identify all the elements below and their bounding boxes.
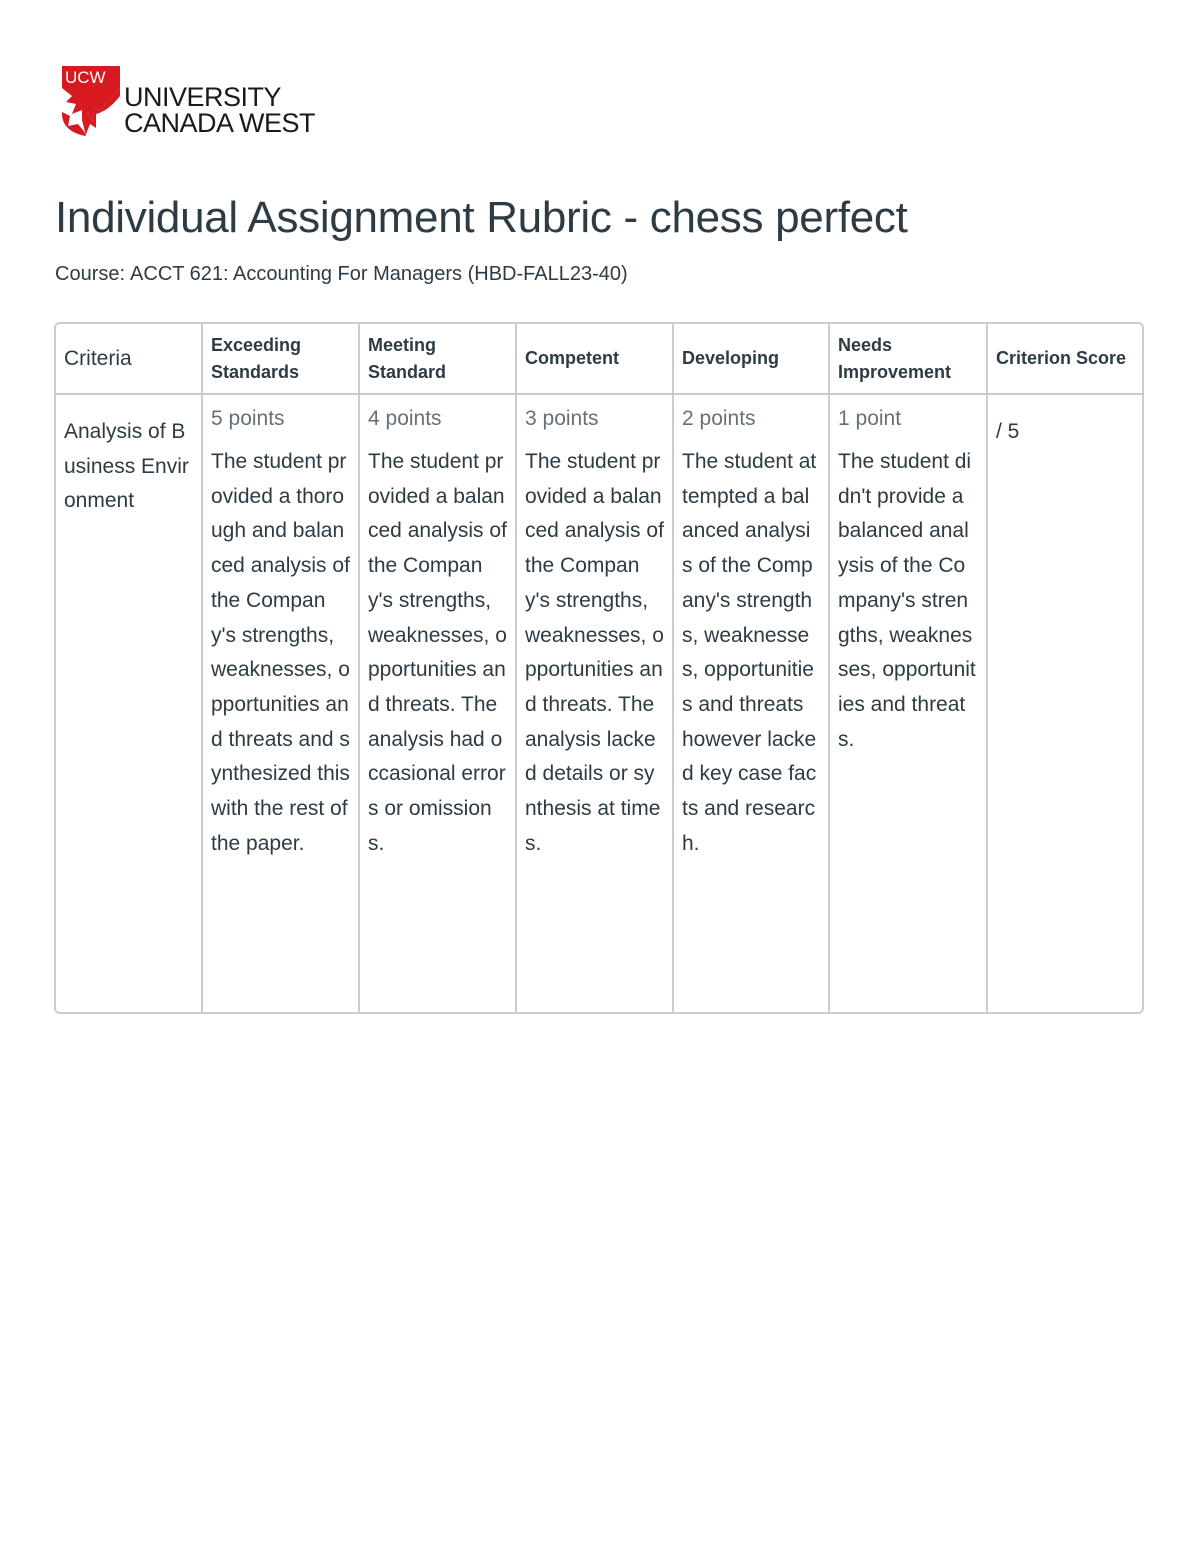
logo-line-2: CANADA WEST xyxy=(124,108,316,138)
rating-cell-exceeding xyxy=(202,394,359,1012)
rating-points: 4 points xyxy=(368,407,442,430)
rating-cell-competent xyxy=(516,394,673,1012)
course-label: Course: xyxy=(55,263,126,285)
criterion-score: / 5 xyxy=(996,420,1020,443)
logo-wordmark xyxy=(124,84,315,136)
rating-description: The student provided a balanced analysis of the Company's strengths, weaknesses, opportunities and threats. The analysis had occasional errors or omissions. xyxy=(368,450,507,855)
rating-cell-meeting xyxy=(359,394,516,1012)
header-meeting-standard: Meeting Standard xyxy=(359,324,516,394)
rating-points: 1 point xyxy=(838,407,902,430)
rating-description: The student attempted a balanced analysis of the Company's strengths, weaknesses, opportunities and threats however lacked key case facts and research. xyxy=(682,450,817,855)
header-needs-improvement: Needs Improvement xyxy=(829,324,987,394)
svg-text:UCW: UCW xyxy=(65,68,106,87)
header-criterion-score: Criterion Score xyxy=(987,324,1142,394)
course-name: ACCT 621: Accounting For Managers (HBD-FALL23-40) xyxy=(130,263,628,285)
rating-cell-needs-improvement xyxy=(829,394,987,1012)
university-logo xyxy=(62,66,362,138)
rubric-table xyxy=(54,322,1144,1014)
logo-line-1: UNIVERSITY xyxy=(124,82,282,112)
rating-description: The student provided a thorough and balanced analysis of the Company's strengths, weaknesses, opportunities and threats and synthesized this with the rest of the paper. xyxy=(211,450,350,855)
rubric-criterion-row xyxy=(56,394,1142,1012)
criterion-score-cell xyxy=(987,394,1142,1012)
header-criteria: Criteria xyxy=(56,324,202,394)
rating-points: 5 points xyxy=(211,407,285,430)
rubric-header-row xyxy=(56,324,1142,394)
rating-points: 2 points xyxy=(682,407,756,430)
ucw-maple-leaf-badge-icon xyxy=(62,66,120,136)
rating-points: 3 points xyxy=(525,407,599,430)
header-competent: Competent xyxy=(516,324,673,394)
rating-description: The student didn't provide a balanced analysis of the Company's strengths, weaknesses, opportunities and threats. xyxy=(838,450,976,751)
page-title: Individual Assignment Rubric - chess perfect xyxy=(55,193,908,242)
rating-description: The student provided a balanced analysis of the Company's strengths, weaknesses, opportunities and threats. The analysis lacked details or synthesis at times. xyxy=(525,450,664,855)
header-developing: Developing xyxy=(673,324,829,394)
criterion-cell xyxy=(56,394,202,1012)
criterion-name: Analysis of Business Environment xyxy=(64,420,189,513)
header-exceeding-standards: Exceeding Standards xyxy=(202,324,359,394)
rating-cell-developing xyxy=(673,394,829,1012)
course-line xyxy=(55,263,628,286)
